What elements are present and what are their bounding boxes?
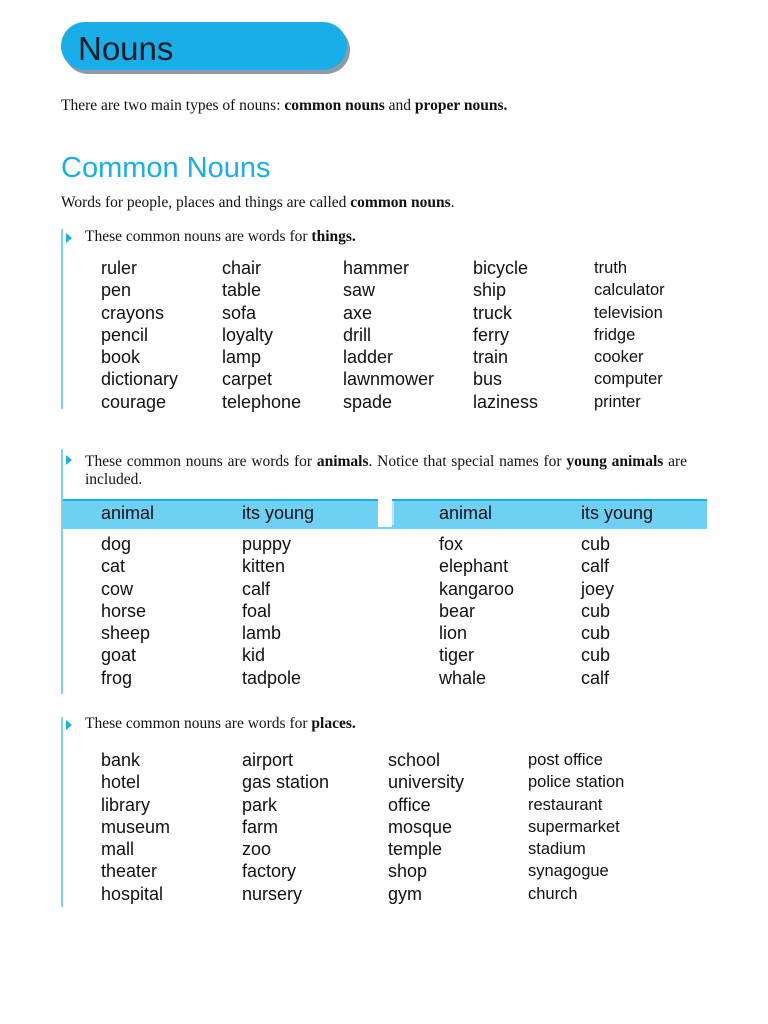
- word-item: frog: [101, 667, 133, 688]
- word-item: crayons: [101, 302, 165, 323]
- animals-lead: [85, 453, 687, 489]
- word-item: puppy: [242, 534, 292, 554]
- word-item: dictionary: [101, 369, 179, 390]
- word-item: train: [473, 347, 509, 368]
- word-item: cub: [581, 623, 611, 644]
- word-item: police station: [528, 773, 625, 792]
- places-section-bar: [61, 717, 63, 907]
- word-item: bus: [473, 369, 503, 390]
- header-gap-line: [392, 501, 394, 525]
- definition-after: .: [450, 194, 455, 211]
- places-lead-before: These common nouns are words for: [85, 715, 312, 732]
- word-item: synagogue: [528, 862, 609, 881]
- animals-bullet-icon: [66, 455, 72, 465]
- word-item: kid: [242, 645, 266, 666]
- word-item: shop: [388, 861, 428, 882]
- word-item: church: [528, 884, 578, 903]
- things-column-3: [343, 257, 434, 413]
- places-column-3: [388, 749, 464, 905]
- word-item: telephone: [222, 391, 302, 412]
- animals-lead-after: are included.: [85, 453, 687, 488]
- word-item: laziness: [473, 391, 539, 412]
- word-item: cat: [101, 556, 126, 577]
- animals-lead-before: These common nouns are words for: [85, 453, 317, 470]
- word-item: lamb: [242, 623, 282, 644]
- word-item: zoo: [242, 839, 272, 860]
- word-item: television: [594, 303, 663, 322]
- word-item: tiger: [439, 645, 475, 666]
- word-item: computer: [594, 370, 663, 389]
- word-item: sheep: [101, 623, 151, 644]
- word-item: nursery: [242, 883, 303, 904]
- header-animal-2: animal: [439, 503, 493, 523]
- things-column-4: [473, 257, 538, 413]
- word-item: bear: [439, 600, 476, 621]
- word-item: mall: [101, 839, 135, 860]
- header-young-1: its young: [242, 503, 315, 523]
- intro-bold-proper: proper nouns.: [414, 97, 508, 114]
- word-item: bicycle: [473, 258, 529, 278]
- word-item: hospital: [101, 883, 164, 904]
- places-column-4: [528, 749, 624, 905]
- word-item: printer: [594, 392, 641, 411]
- word-item: chair: [222, 258, 262, 278]
- word-item: hammer: [343, 258, 410, 278]
- word-item: cooker: [594, 348, 644, 367]
- word-item: joey: [581, 578, 615, 599]
- animals-lead-bold-animals: animals: [316, 453, 369, 470]
- word-item: calf: [581, 556, 610, 577]
- word-item: hotel: [101, 772, 141, 793]
- word-item: ruler: [101, 258, 138, 278]
- word-item: farm: [242, 816, 278, 837]
- word-item: office: [388, 794, 431, 815]
- word-item: cub: [581, 534, 611, 554]
- definition-bold: common nouns: [350, 194, 451, 211]
- word-item: loyalty: [222, 324, 274, 345]
- animals-column-3: [439, 533, 514, 689]
- header-animal-1: animal: [101, 503, 155, 523]
- animals-lead-bold-young: young animals: [566, 453, 664, 470]
- section-title: Common Nouns: [61, 152, 271, 184]
- animals-lead-mid: . Notice that special names for: [368, 453, 567, 470]
- word-item: dog: [101, 534, 132, 554]
- word-item: kangaroo: [439, 578, 515, 599]
- places-column-2: [242, 749, 329, 905]
- word-item: foal: [242, 600, 272, 621]
- word-item: supermarket: [528, 817, 620, 836]
- word-item: factory: [242, 861, 297, 882]
- animals-column-4: [581, 533, 614, 689]
- places-lead: [85, 715, 356, 733]
- word-item: ship: [473, 280, 507, 301]
- word-item: gas station: [242, 772, 330, 793]
- word-item: tadpole: [242, 667, 302, 688]
- definition-before: Words for people, places and things are called: [61, 194, 351, 211]
- intro-mid: and: [384, 97, 415, 114]
- word-item: pencil: [101, 324, 149, 345]
- places-bullet-icon: [66, 720, 72, 730]
- word-item: whale: [439, 667, 487, 688]
- word-item: courage: [101, 391, 167, 412]
- word-item: book: [101, 347, 141, 368]
- word-item: fridge: [594, 325, 636, 344]
- things-lead-before: These common nouns are words for: [85, 228, 312, 245]
- word-item: temple: [388, 839, 443, 860]
- intro-bold-common: common nouns: [284, 97, 385, 114]
- word-item: lion: [439, 623, 468, 644]
- word-item: ladder: [343, 347, 394, 368]
- word-item: calf: [581, 667, 610, 688]
- word-item: carpet: [222, 369, 273, 390]
- things-bullet-icon: [66, 233, 72, 243]
- animals-column-1: [101, 533, 150, 689]
- word-item: pen: [101, 280, 132, 301]
- word-item: ferry: [473, 324, 509, 345]
- word-item: lawnmower: [343, 369, 435, 390]
- things-column-5: [594, 257, 665, 413]
- word-item: park: [242, 794, 278, 815]
- places-lead-bold: places.: [311, 715, 356, 732]
- word-item: sofa: [222, 302, 257, 323]
- word-item: calculator: [594, 281, 665, 300]
- word-item: saw: [343, 280, 376, 301]
- word-item: bank: [101, 750, 141, 770]
- animals-column-2: [242, 533, 301, 689]
- word-item: table: [222, 280, 262, 301]
- things-column-1: [101, 257, 178, 413]
- word-item: cub: [581, 600, 611, 621]
- word-item: drill: [343, 324, 372, 345]
- intro-before: There are two main types of nouns:: [61, 97, 285, 114]
- word-item: cub: [581, 645, 611, 666]
- intro-text: [61, 96, 721, 116]
- word-item: restaurant: [528, 795, 603, 814]
- things-lead-bold: things.: [311, 228, 356, 245]
- page-title: Nouns: [78, 30, 174, 67]
- word-item: elephant: [439, 556, 509, 577]
- word-item: post office: [528, 751, 603, 769]
- word-item: lamp: [222, 347, 262, 368]
- definition-text: [61, 193, 455, 213]
- word-item: spade: [343, 391, 393, 412]
- word-item: fox: [439, 534, 464, 554]
- things-lead: [85, 228, 356, 246]
- header-gap: [378, 499, 392, 527]
- word-item: axe: [343, 302, 373, 323]
- word-item: university: [388, 772, 465, 793]
- word-item: gym: [388, 883, 423, 904]
- word-item: cow: [101, 578, 134, 599]
- word-item: airport: [242, 750, 294, 770]
- places-column-1: [101, 749, 170, 905]
- word-item: horse: [101, 600, 147, 621]
- word-item: museum: [101, 816, 171, 837]
- word-item: library: [101, 794, 151, 815]
- title-banner: [61, 22, 347, 70]
- things-section-bar: [61, 229, 63, 409]
- header-young-2: its young: [581, 503, 654, 523]
- word-item: calf: [242, 578, 271, 599]
- word-item: goat: [101, 645, 137, 666]
- animals-section-bar: [61, 449, 63, 694]
- things-column-2: [222, 257, 301, 413]
- word-item: mosque: [388, 816, 453, 837]
- word-item: truth: [594, 259, 628, 277]
- word-item: truck: [473, 302, 513, 323]
- word-item: school: [388, 750, 441, 770]
- word-item: kitten: [242, 556, 286, 577]
- word-item: theater: [101, 861, 158, 882]
- word-item: stadium: [528, 840, 586, 859]
